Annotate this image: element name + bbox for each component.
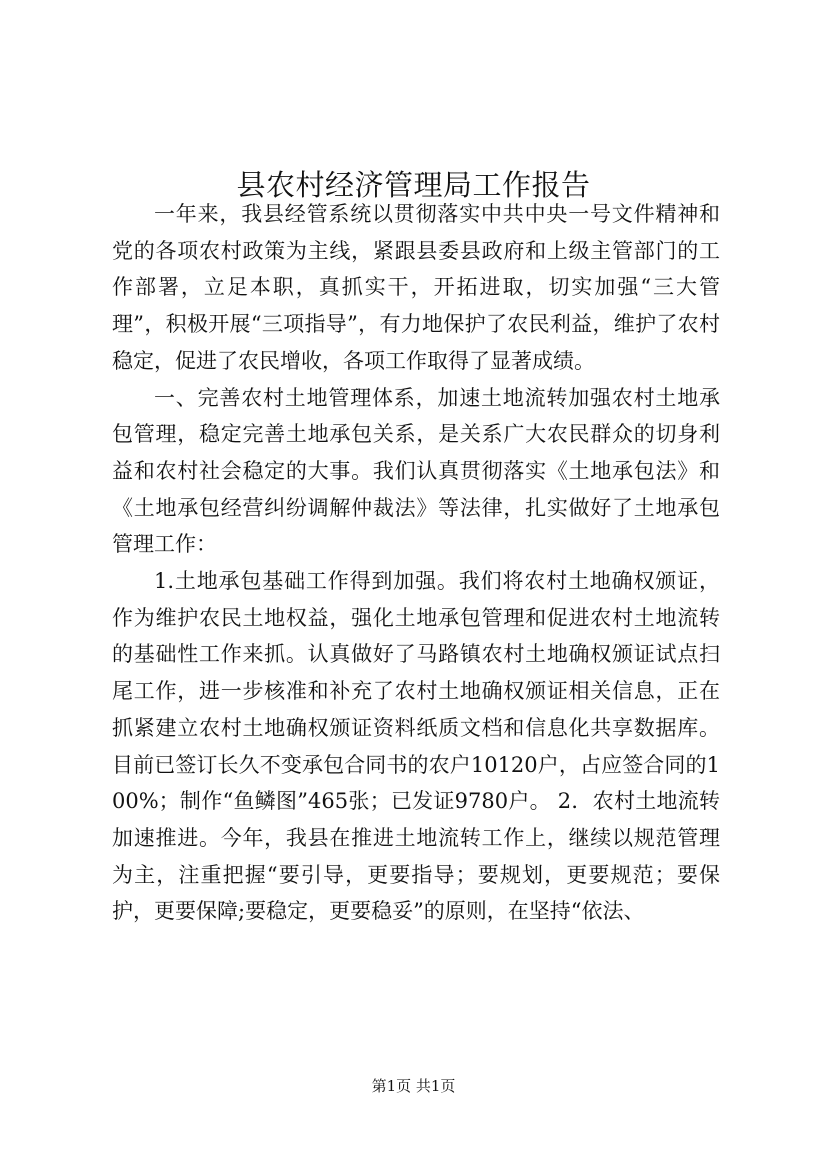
- paragraph-intro: 一年来，我县经管系统以贯彻落实中共中央一号文件精神和党的各项农村政策为主线，紧跟县委县政府和上级主管部门的工作部署，立足本职，真抓实干，开拓进取，切实加强“三大管理”，积极开展“三项指导”，有力地保护了农民利益，维护了农村稳定，促进了农民增收，各项工作取得了显著成绩。: [112, 202, 720, 373]
- document-title: 县农村经济管理局工作报告: [236, 168, 591, 203]
- document-body: [112, 196, 720, 930]
- paragraph-section-1: 一、完善农村土地管理体系，加速土地流转加强农村土地承包管理，稳定完善土地承包关系，是关系广大农民群众的切身利益和农村社会稳定的大事。我们认真贯彻落实《土地承包法》和《土地承包经营纠纷调解仲裁法》等法律，扎实做好了土地承包管理工作：: [112, 385, 720, 557]
- paragraph-item-1: 1.土地承包基础工作得到加强。我们将农村土地确权颁证，作为维护农民土地权益，强化土地承包管理和促进农村土地流转的基础性工作来抓。认真做好了马路镇农村土地确权颁证试点扫尾工作，进一步核准和补充了农村土地确权颁证相关信息，正在抓紧建立农村土地确权颁证资料纸质文档和信息化共享数据库。目前已签订长久不变承包合同书的农户10120户，占应签合同的100%；制作“鱼鳞图”465张；已发证9780户。 2．农村土地流转加速推进。今年，我县在推进土地流转工作上，继续以规范管理为主，注重把握“要引导，更要指导；要规划，更要规范；要保护，更要保障;要稳定，更要稳妥”的原则，在坚持“依法、: [112, 569, 720, 924]
- page-footer: 第1页 共1页: [371, 1077, 456, 1095]
